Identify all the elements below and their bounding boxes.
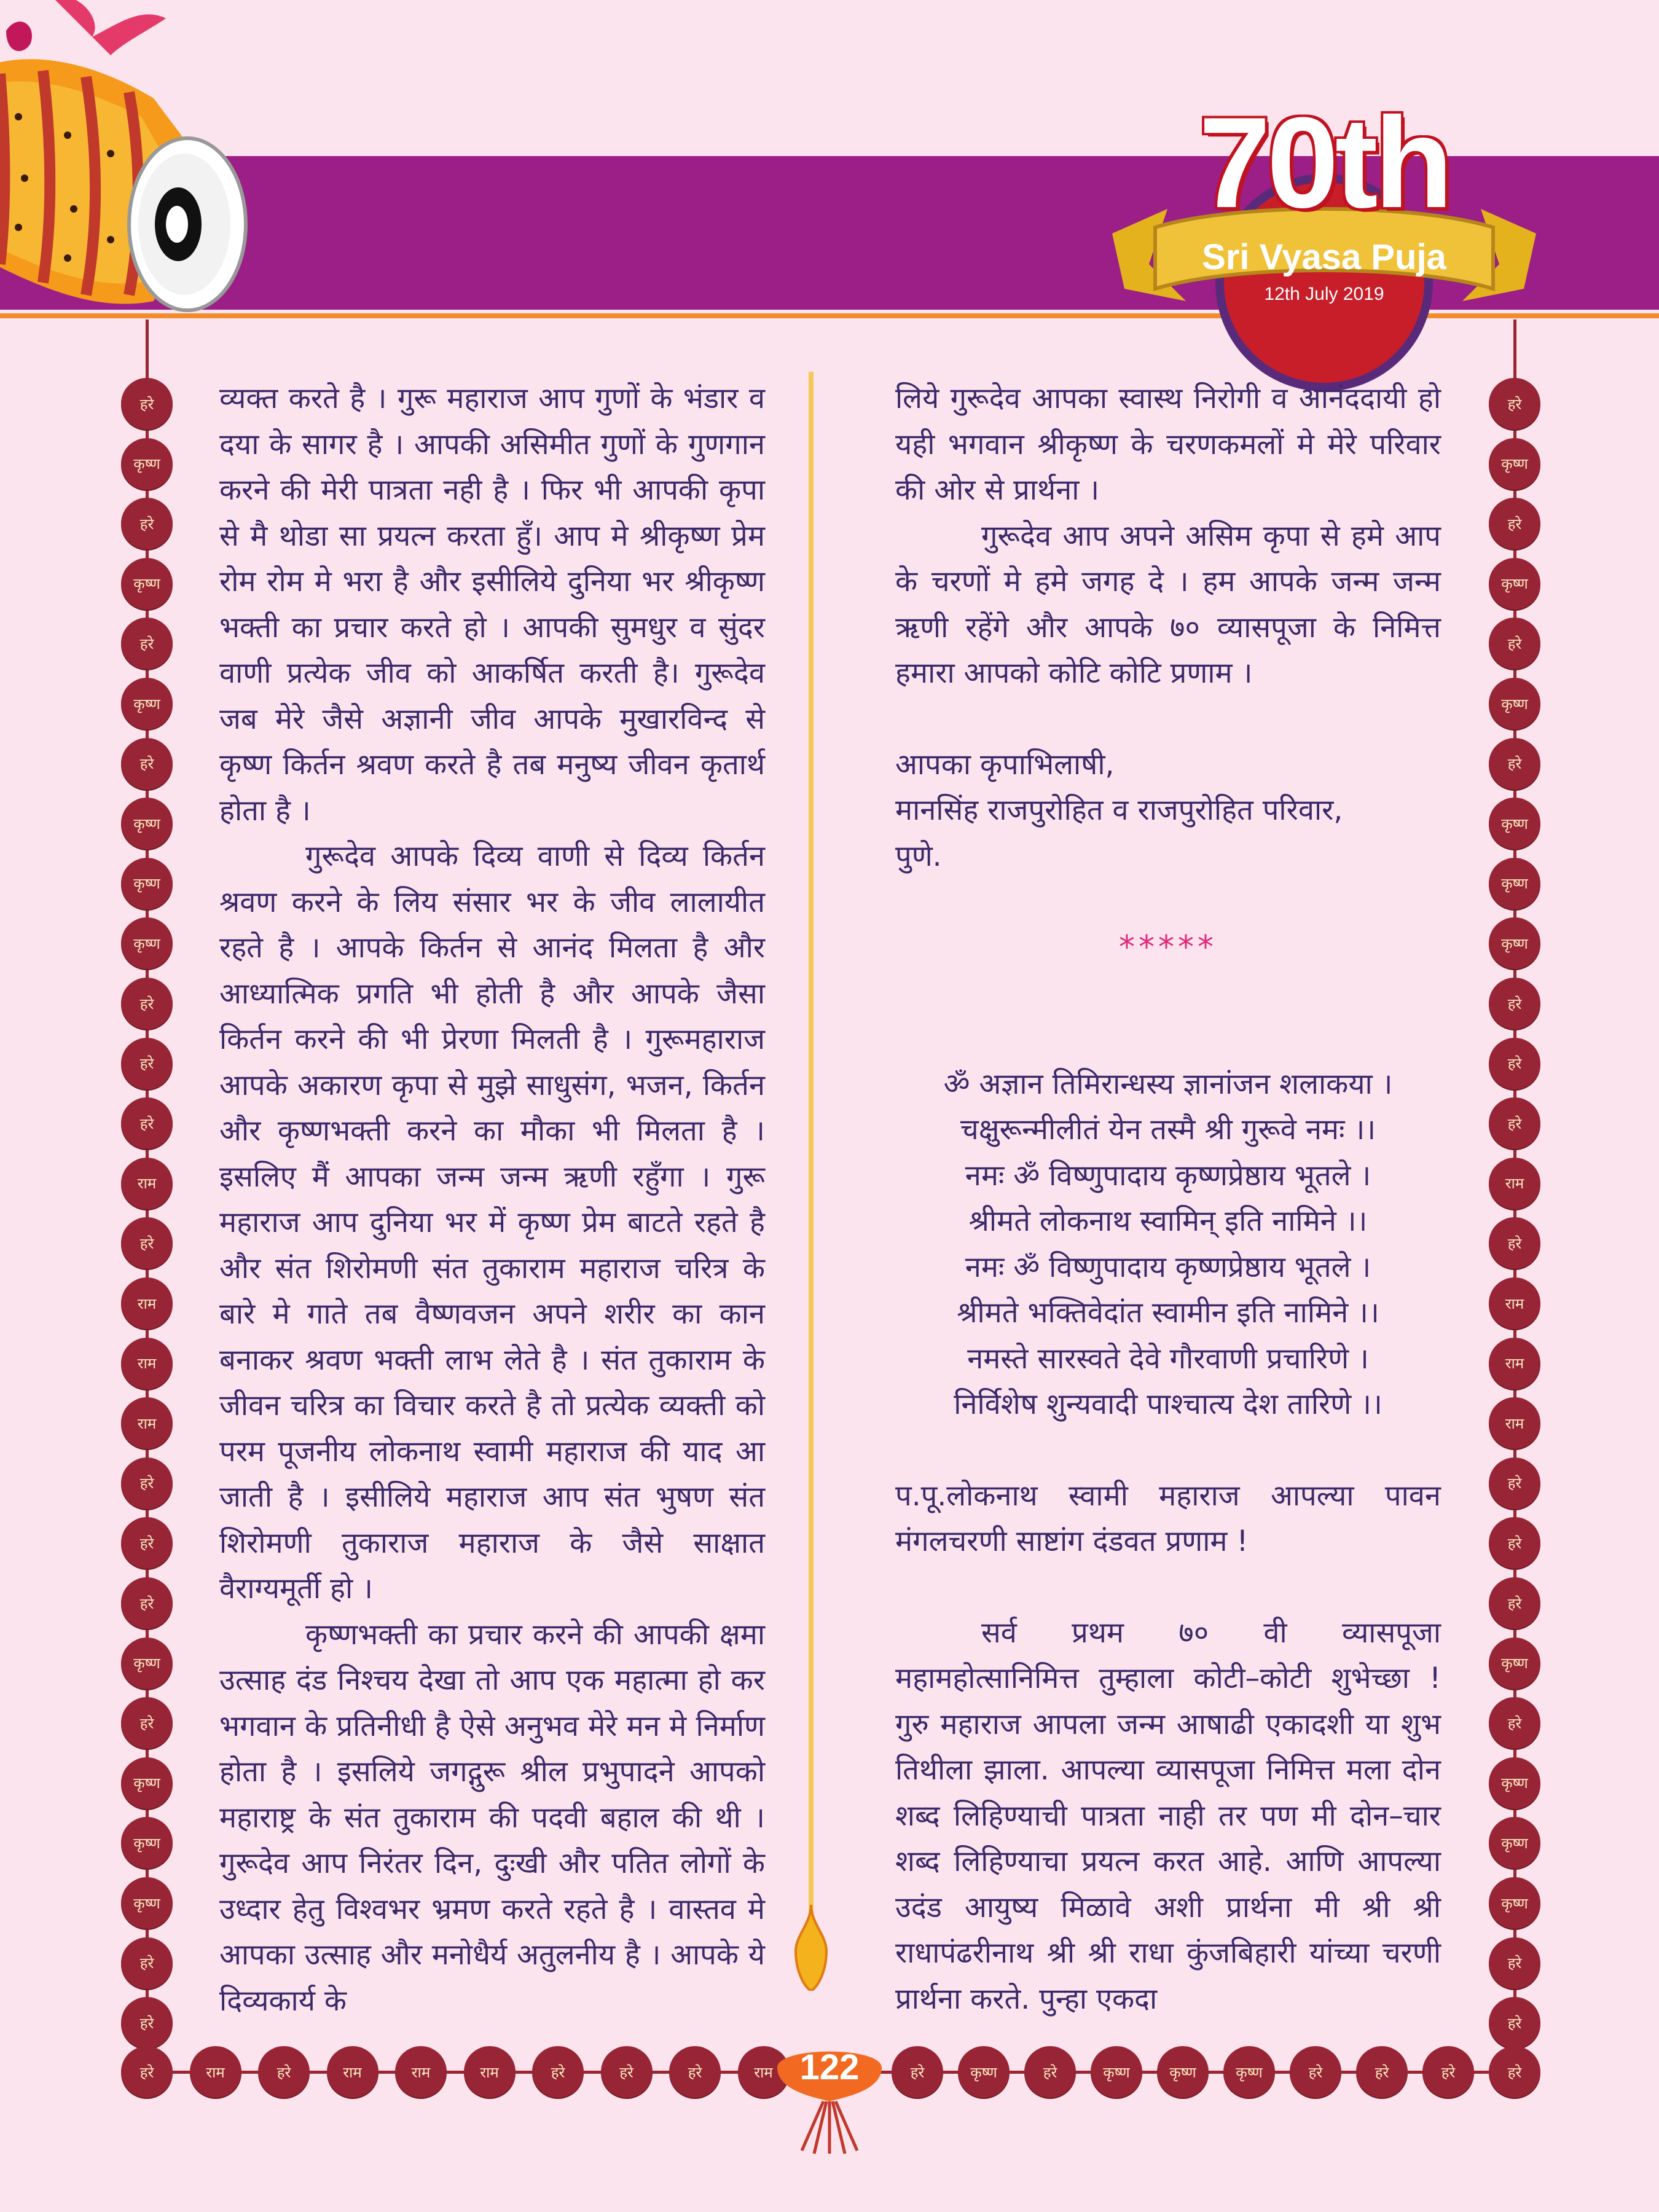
mantra-bead: कृष्ण — [1489, 1817, 1540, 1869]
mantra-bead: हरे — [1290, 2046, 1341, 2098]
vyasa-puja-badge — [1112, 80, 1536, 399]
verse-line-3: नमः ॐ विष्णुपादाय कृष्णप्रेष्ठाय भूतले । — [965, 1158, 1371, 1193]
mantra-bead: हरे — [121, 1217, 173, 1269]
verse-line-5: नमः ॐ विष्णुपादाय कृष्णप्रेष्ठाय भूतले । — [965, 1250, 1371, 1284]
mantra-bead: हरे — [121, 1517, 173, 1569]
mantra-bead: हरे — [1489, 1937, 1540, 1989]
right-paragraph-3: प.पू.लोकनाथ स्वामी महाराज आपल्या पावन मंगलचरणी साष्टांग दंडवत प्रणाम ! — [895, 1478, 1441, 1558]
mantra-bead: राम — [464, 2046, 516, 2098]
mantra-bead: हरे — [121, 498, 173, 549]
mantra-bead: राम — [121, 1158, 173, 1209]
verse-line-2: चक्षुरून्मीलीतं येन तस्मै श्री गुरूवे नमः ।। — [960, 1113, 1376, 1147]
mantra-bead: हरे — [1489, 1097, 1540, 1149]
mantra-bead: हरे — [1489, 1038, 1540, 1089]
mantra-bead: हरे — [258, 2046, 310, 2098]
page-number: 122 — [799, 2047, 860, 2087]
mantra-bead: कृष्ण — [958, 2046, 1010, 2098]
badge-date: 12th July 2019 — [1264, 284, 1384, 304]
star-separator: ***** — [1119, 929, 1217, 966]
left-paragraph-1: व्यक्त करते है । गुरू महाराज आप गुणों के भंडार व दया के सागर है । आपकी असिमीत गुणों के गुणगान करने की मेरी पात्रता नही है । फिर भी आपकी कृपा से मै थोडा सा प्रयत्न करता हुँ। आप मे श्रीकृष्ण प्रेम रोम रोम मे भरा है और इसीलिये दुनिया भर श्रीकृष्ण भक्ती का प्रचार करते हो । आपकी सुमधुर व सुंदर वाणी प्रत्येक जीव को आकर्षित करती है। गुरूदेव जब मेरे जैसे अज्ञानी जीव आपके मुखारविन्द से कृष्ण किर्तन श्रवण करते है तब मनुष्य जीवन कृतार्थ होता है । — [219, 382, 765, 828]
mantra-bead: हरे — [1489, 618, 1540, 669]
mantra-bead: राम — [395, 2046, 447, 2098]
mantra-bead: कृष्ण — [1489, 858, 1540, 909]
mantra-bead: हरे — [601, 2046, 653, 2098]
mantra-bead: राम — [1489, 1338, 1540, 1389]
signature-line-1: आपका कृपाभिलाषी, — [895, 747, 1115, 782]
mantra-bead: हरे — [1489, 978, 1540, 1029]
mantra-bead: राम — [121, 1397, 173, 1449]
mantra-bead: हरे — [1489, 1577, 1540, 1629]
mantra-bead: हरे — [1489, 1517, 1540, 1569]
mantra-bead: हरे — [1489, 498, 1540, 549]
mantra-bead: हरे — [121, 1457, 173, 1509]
mantra-bead: हरे — [121, 1577, 173, 1629]
mantra-bead: राम — [1489, 1158, 1540, 1209]
mantra-bead: हरे — [1489, 1217, 1540, 1269]
mantra-bead: हरे — [121, 1697, 173, 1749]
mantra-bead: कृष्ण — [1489, 678, 1540, 729]
mridanga-drum-illustration — [0, 0, 270, 338]
verse-line-4: श्रीमते लोकनाथ स्वामिन् इति नामिने ।। — [968, 1204, 1368, 1238]
mantra-bead: हरे — [121, 1097, 173, 1149]
mantra-bead: कृष्ण — [1489, 1757, 1540, 1809]
mantra-bead: कृष्ण — [121, 858, 173, 909]
badge-number: 70th — [1199, 90, 1449, 235]
mantra-bead: हरे — [121, 1038, 173, 1089]
mantra-bead: कृष्ण — [121, 558, 173, 610]
mantra-bead: हरे — [669, 2046, 721, 2098]
mantra-bead: राम — [121, 1338, 173, 1389]
mantra-bead: हरे — [892, 2046, 943, 2098]
mantra-bead: कृष्ण — [121, 1637, 173, 1689]
right-text-column — [895, 376, 1441, 2022]
column-divider — [809, 372, 814, 1917]
mantra-bead: राम — [327, 2046, 378, 2098]
mantra-bead: हरे — [1489, 1997, 1540, 2049]
mantra-bead: कृष्ण — [1157, 2046, 1209, 2098]
mantra-bead: हरे — [1489, 1697, 1540, 1749]
mantra-bead: कृष्ण — [1489, 1637, 1540, 1689]
left-paragraph-2: गुरूदेव आपके दिव्य वाणी से दिव्य किर्तन श्रवण करने के लिय संसार भर के जीव लालायीत रहते है । आपके किर्तन से आनंद मिलता है और आध्यात्मिक प्रगति भी होती है और आपके जैसा किर्तन करने की भी प्रेरणा मिलती है । गुरूमहाराज आपके अकारण कृपा से मुझे साधुसंग, भजन, किर्तन और कृष्णभक्ती करने का मौका भी मिलता है । इसलिए मैं आपका जन्म जन्म ऋणी रहुँगा । गुरू महाराज आप दुनिया भर में कृष्ण प्रेम बाटते रहते है और संत शिरोमणी संत तुकाराम महाराज चरित्र के बारे मे गाते तब वैष्णवजन अपने शरीर का कान बनाकर श्रवण भक्ती लाभ लेते है । संत तुकाराम के जीवन चरित्र का विचार करते है तो प्रत्येक व्यक्ती को परम पूजनीय लोकनाथ स्वामी महाराज की याद आ जाती है । इसीलिये महाराज आप संत भुषण संत शिरोमणी तुकाराज महाराज के जैसे साक्षात वैराग्यमूर्ती हो । — [219, 839, 765, 1606]
mantra-bead: राम — [1489, 1277, 1540, 1329]
mantra-bead: कृष्ण — [121, 798, 173, 849]
mantra-bead: कृष्ण — [1489, 438, 1540, 490]
mantra-bead: कृष्ण — [1091, 2046, 1142, 2098]
mantra-bead: हरे — [121, 2046, 173, 2098]
mantra-bead: हरे — [121, 378, 173, 429]
verse-line-7: नमस्ते सारस्वते देवे गौरवाणी प्रचारिणे । — [967, 1341, 1369, 1376]
page-number-badge — [765, 2034, 894, 2157]
right-paragraph-1: लिये गुरूदेव आपका स्वास्थ निरोगी व आनंददायी हो यही भगवान श्रीकृष्ण के चरणकमलों मे मेरे परिवार की ओर से प्रार्थना । — [895, 382, 1441, 507]
mantra-bead: हरे — [1422, 2046, 1474, 2098]
left-paragraph-3: कृष्णभक्ती का प्रचार करने की आपकी क्षमा उत्साह दंड निश्चय देखा तो आप एक महात्मा हो कर भगवान के प्रतिनीधी है ऐसे अनुभव मेरे मन मे निर्माण होता है । इसलिये जगद्गुरू श्रील प्रभुपादने आपको महाराष्ट्र के संत तुकाराम की पदवी बहाल की थी । गुरूदेव आप निरंतर दिन, दुःखी और पतित लोगों के उध्दार हेतु विश्वभर भ्रमण करते रहते है । वास्तव मे आपका उत्साह और मनोधैर्य अतुलनीय है । आपके ये दिव्यकार्य के — [219, 1617, 765, 2018]
mantra-bead: राम — [738, 2046, 790, 2098]
mantra-bead: हरे — [1489, 378, 1540, 429]
mantra-bead: हरे — [121, 1937, 173, 1989]
mantra-bead: कृष्ण — [1489, 558, 1540, 610]
verse-line-1: ॐ अज्ञान तिमिरान्धस्य ज्ञानांजन शलाकया । — [943, 1067, 1393, 1101]
mantra-bead: कृष्ण — [1489, 1877, 1540, 1929]
mantra-bead: हरे — [1356, 2046, 1408, 2098]
mantra-bead: हरे — [1024, 2046, 1076, 2098]
mantra-bead: कृष्ण — [121, 917, 173, 969]
verse-line-6: श्रीमते भक्तिवेदांत स्वामीन इति नामिने ।। — [957, 1296, 1379, 1330]
mantra-bead: कृष्ण — [121, 1817, 173, 1869]
mantra-bead: कृष्ण — [121, 678, 173, 729]
verse-line-8: निर्विशेष शुन्यवादी पाश्चात्य देश तारिणे ।। — [954, 1387, 1382, 1421]
mantra-bead: हरे — [121, 738, 173, 790]
left-text-column — [219, 376, 765, 2024]
mantra-bead: हरे — [1489, 2046, 1540, 2098]
divider-drop-icon — [793, 1905, 830, 1991]
mantra-bead: कृष्ण — [1223, 2046, 1275, 2098]
mantra-bead: कृष्ण — [121, 1757, 173, 1809]
mantra-bead: कृष्ण — [1489, 917, 1540, 969]
mantra-bead: कृष्ण — [121, 438, 173, 490]
mantra-bead: कृष्ण — [121, 1877, 173, 1929]
signature-line-2: मानसिंह राजपुरोहित व राजपुरोहित परिवार, — [895, 793, 1343, 827]
right-paragraph-2: गुरूदेव आप अपने असिम कृपा से हमे आप के चरणों मे हमे जगह दे । हम आपके जन्म जन्म ऋणी रहेंगे और आपके ७० व्यासपूजा के निमित्त हमारा आपको कोटि कोटि प्रणाम । — [895, 519, 1441, 690]
mantra-bead: हरे — [532, 2046, 584, 2098]
mantra-bead: हरे — [1489, 738, 1540, 790]
mantra-bead: हरे — [1489, 1457, 1540, 1509]
mantra-bead: कृष्ण — [1489, 798, 1540, 849]
mantra-bead: राम — [190, 2046, 241, 2098]
mantra-bead: हरे — [121, 1997, 173, 2049]
mantra-bead: हरे — [121, 978, 173, 1029]
mantra-bead: राम — [121, 1277, 173, 1329]
right-paragraph-4: सर्व प्रथम ७० वी व्यासपूजा महामहोत्सानिमित्त तुम्हाला कोटी–कोटी शुभेच्छा ! गुरु महाराज आपला जन्म आषाढी एकादशी या शुभ तिथीला झाला. आपल्या व्यासपूजा निमित्त मला दोन शब्द लिहिण्याची पात्रता नाही तर पण मी दोन–चार शब्द लिहिण्याचा प्रयत्न करत आहे. आणि आपल्या उदंड आयुष्य मिळावे अशी प्रार्थना मी श्री श्री राधापंढरीनाथ श्री श्री राधा कुंजबिहारी यांच्या चरणी प्रार्थना करते. पुन्हा एकदा — [895, 1615, 1441, 2016]
mantra-bead: हरे — [121, 618, 173, 669]
signature-line-3: पुणे. — [895, 839, 942, 873]
mantra-bead: राम — [1489, 1397, 1540, 1449]
badge-title: Sri Vyasa Puja — [1202, 237, 1446, 277]
